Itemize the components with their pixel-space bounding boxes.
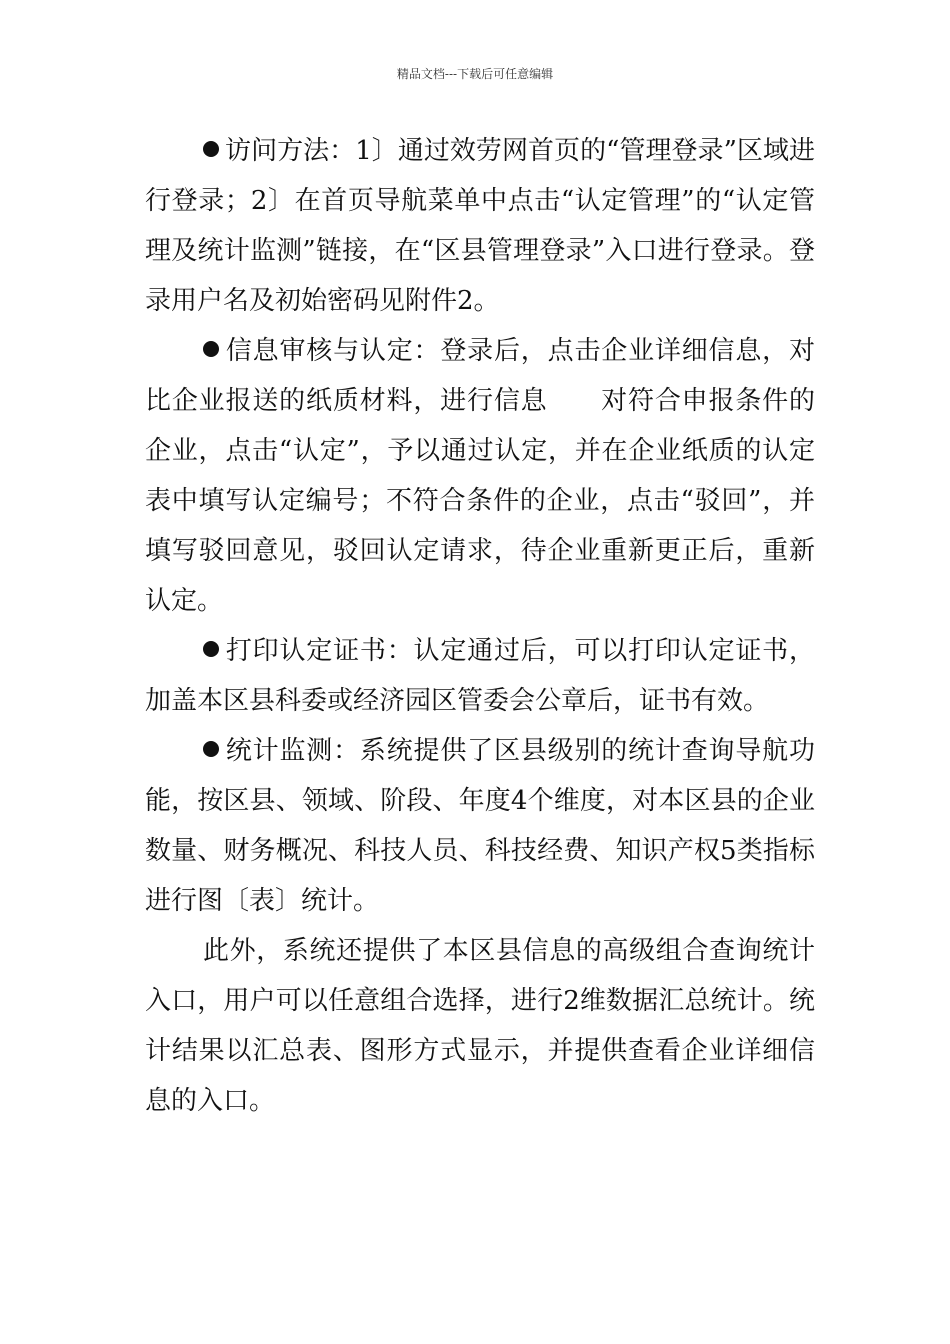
paragraph-access-method [145,126,815,326]
paragraph-advanced-query [145,926,815,1126]
paragraph-text: 打印认定证书：认定通过后，可以打印认定证书，加盖本区县科委或经济园区管委会公章后，证书有效。 [145,636,815,716]
document-body [145,126,815,1126]
bullet-icon [203,341,219,357]
paragraph-text: 访问方法：1〕通过效劳网首页的“管理登录”区域进行登录；2〕在首页导航菜单中点击“认定管理”的“认定管理及统计监测”链接，在“区县管理登录”入口进行登录。登录用户名及初始密码见附件2。 [145,136,815,316]
paragraph-print-certificate [145,626,815,726]
page-header: 精品文档---下载后可任意编辑 [396,67,554,81]
paragraph-statistics-monitoring [145,726,815,926]
paragraph-text: 统计监测：系统提供了区县级别的统计查询导航功能，按区县、领域、阶段、年度4个维度，对本区县的企业数量、财务概况、科技人员、科技经费、知识产权5类指标进行图〔表〕统计。 [145,736,815,916]
bullet-icon [203,641,219,657]
paragraph-text: 信息审核与认定：登录后，点击企业详细信息，对比企业报送的纸质材料，进行信息 对符合申报条件的企业，点击“认定”，予以通过认定，并在企业纸质的认定表中填写认定编号；不符合条件的企业，点击“驳回”，并填写驳回意见，驳回认定请求，待企业重新更正后，重新认定。 [145,336,815,616]
paragraph-text: 此外，系统还提供了本区县信息的高级组合查询统计入口，用户可以任意组合选择，进行2维数据汇总统计。统计结果以汇总表、图形方式显示，并提供查看企业详细信息的入口。 [145,936,815,1116]
bullet-icon [203,741,219,757]
bullet-icon [203,141,219,157]
paragraph-review-approval [145,326,815,626]
